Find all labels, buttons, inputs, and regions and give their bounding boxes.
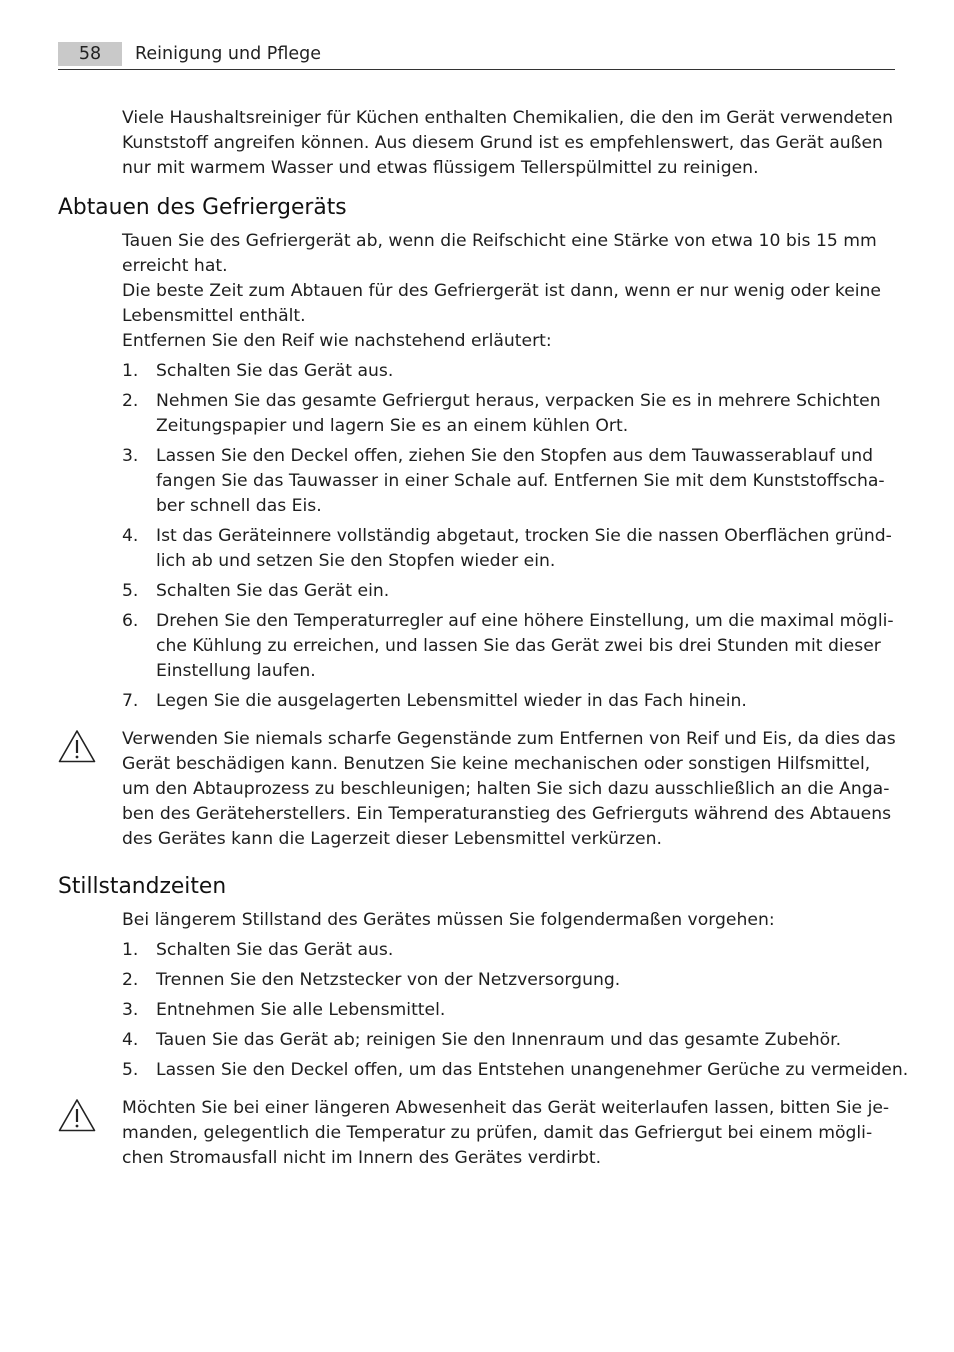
step-number: 1. xyxy=(122,940,139,960)
text-line: um den Abtauprozess zu beschleunigen; halten Sie sich dazu ausschließlich an die Anga- xyxy=(122,779,890,799)
list-item xyxy=(122,968,907,993)
standstill-heading: Stillstandzeiten xyxy=(58,874,227,899)
defrost-intro xyxy=(122,229,881,354)
text-line: Verwenden Sie niemals scharfe Gegenstände zum Entfernen von Reif und Eis, da dies das xyxy=(122,729,896,749)
list-item xyxy=(122,1028,907,1053)
list-item xyxy=(122,689,907,714)
step-text: Schalten Sie das Gerät aus. xyxy=(156,361,394,381)
defrost-steps xyxy=(122,359,907,714)
step-text: Entnehmen Sie alle Lebensmittel. xyxy=(156,1000,446,1020)
step-text: Lassen Sie den Deckel offen, um das Entstehen unangenehmer Gerüche zu vermeiden. xyxy=(156,1060,909,1080)
text-line: ben des Geräteherstellers. Ein Temperaturanstieg des Gefrierguts während des Abtauens xyxy=(122,804,892,824)
list-item xyxy=(122,579,907,604)
step-text: fangen Sie das Tauwasser in einer Schale auf. Entfernen Sie mit dem Kunststoffscha- xyxy=(156,471,885,491)
step-text: Einstellung laufen. xyxy=(156,661,316,681)
text-line: Entfernen Sie den Reif wie nachstehend erläutert: xyxy=(122,331,552,351)
step-number: 1. xyxy=(122,361,139,381)
list-item xyxy=(122,389,907,439)
list-item xyxy=(122,1058,907,1083)
step-number: 3. xyxy=(122,446,139,466)
standstill-warning xyxy=(122,1096,889,1171)
step-number: 6. xyxy=(122,611,139,631)
standstill-intro: Bei längerem Stillstand des Gerätes müssen Sie folgendermaßen vorgehen: xyxy=(122,910,775,930)
step-text: Drehen Sie den Temperaturregler auf eine höhere Einstellung, um die maximal mögli- xyxy=(156,611,894,631)
defrost-warning xyxy=(122,727,896,852)
step-text: ber schnell das Eis. xyxy=(156,496,322,516)
step-text: Nehmen Sie das gesamte Gefriergut heraus, verpacken Sie es in mehrere Schichten xyxy=(156,391,881,411)
text-line: Möchten Sie bei einer längeren Abwesenheit das Gerät weiterlaufen lassen, bitten Sie je- xyxy=(122,1098,890,1118)
step-text: Schalten Sie das Gerät ein. xyxy=(156,581,390,601)
text-line: Tauen Sie des Gefriergerät ab, wenn die Reifschicht eine Stärke von etwa 10 bis 15 mm xyxy=(122,231,877,251)
step-text: Schalten Sie das Gerät aus. xyxy=(156,940,394,960)
step-number: 5. xyxy=(122,581,139,601)
warning-triangle-icon xyxy=(58,729,96,763)
text-line: manden, gelegentlich die Temperatur zu prüfen, damit das Gefriergut bei einem mögli- xyxy=(122,1123,873,1143)
intro-paragraph xyxy=(122,106,907,181)
step-text: Lassen Sie den Deckel offen, ziehen Sie den Stopfen aus dem Tauwasserablauf und xyxy=(156,446,874,466)
list-item xyxy=(122,998,907,1023)
page-number: 58 xyxy=(58,42,122,66)
list-item xyxy=(122,359,907,384)
step-text: Ist das Geräteinnere vollständig abgetaut, trocken Sie die nassen Oberflächen gründ- xyxy=(156,526,892,546)
text-line: Viele Haushaltsreiniger für Küchen enthalten Chemikalien, die den im Gerät verwendeten xyxy=(122,108,893,128)
text-line: chen Stromausfall nicht im Innern des Gerätes verdirbt. xyxy=(122,1148,602,1168)
text-line: Die beste Zeit zum Abtauen für des Gefriergerät ist dann, wenn er nur wenig oder keine xyxy=(122,281,882,301)
text-line: des Gerätes kann die Lagerzeit dieser Lebensmittel verkürzen. xyxy=(122,829,662,849)
text-line: nur mit warmem Wasser und etwas flüssigem Tellerspülmittel zu reinigen. xyxy=(122,158,759,178)
section-title: Reinigung und Pflege xyxy=(135,44,321,64)
step-text: lich ab und setzen Sie den Stopfen wieder ein. xyxy=(156,551,556,571)
step-text: che Kühlung zu erreichen, und lassen Sie das Gerät zwei bis drei Stunden mit dieser xyxy=(156,636,881,656)
list-item xyxy=(122,444,907,519)
text-line: Gerät beschädigen kann. Benutzen Sie keine mechanischen oder sonstigen Hilfsmittel, xyxy=(122,754,871,774)
standstill-steps xyxy=(122,938,907,1083)
step-number: 2. xyxy=(122,970,139,990)
warning-triangle-icon xyxy=(58,1098,96,1132)
step-text: Trennen Sie den Netzstecker von der Netzversorgung. xyxy=(156,970,621,990)
text-line: Lebensmittel enthält. xyxy=(122,306,306,326)
step-text: Legen Sie die ausgelagerten Lebensmittel wieder in das Fach hinein. xyxy=(156,691,747,711)
step-number: 2. xyxy=(122,391,139,411)
list-item xyxy=(122,609,907,684)
step-number: 3. xyxy=(122,1000,139,1020)
step-text: Zeitungspapier und lagern Sie es an einem kühlen Ort. xyxy=(156,416,629,436)
defrost-heading: Abtauen des Gefriergeräts xyxy=(58,195,347,220)
text-line: Kunststoff angreifen können. Aus diesem Grund ist es empfehlenswert, das Gerät außen xyxy=(122,133,883,153)
list-item xyxy=(122,938,907,963)
step-number: 7. xyxy=(122,691,139,711)
step-number: 4. xyxy=(122,1030,139,1050)
step-text: Tauen Sie das Gerät ab; reinigen Sie den Innenraum und das gesamte Zubehör. xyxy=(156,1030,842,1050)
page-header xyxy=(58,41,895,70)
list-item xyxy=(122,524,907,574)
text-line: erreicht hat. xyxy=(122,256,228,276)
step-number: 5. xyxy=(122,1060,139,1080)
step-number: 4. xyxy=(122,526,139,546)
